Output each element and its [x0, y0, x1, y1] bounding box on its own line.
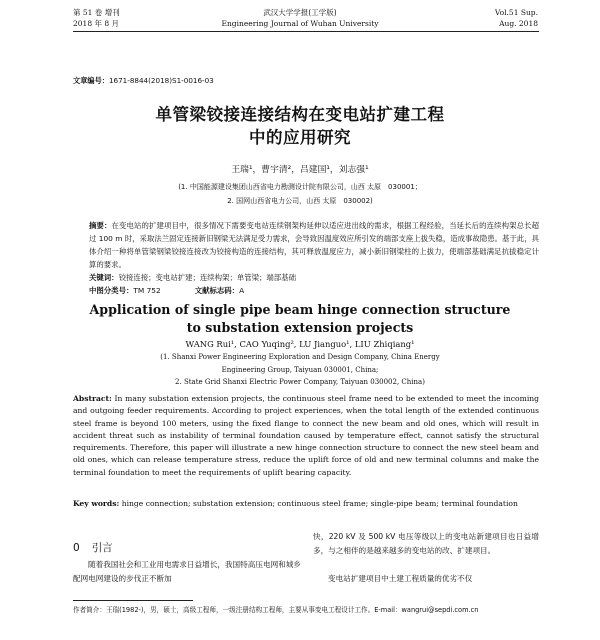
affiliation-en-line1: (1. Shanxi Power Engineering Exploration and Design Company, China Energy [160, 353, 440, 361]
title-cn-line2: 中的应用研究 [249, 128, 351, 147]
abstract-en-text: In many substation extension projects, the continuous steel frame need to be extended to meet the incoming and outgoing feeder requirements. According to project experiences, when the total length of the extended continuous steel frame is beyond 100 meters, using the fixed flange to connect the new beam and old ones, which will result in accident threat such as instability of terminal foundation caused by temperature effect, cannot satisfy the structural requirements. Therefore, this paper will illustrate a new hinge connection structure to connect the new steel beam and old ones, which can release temperature stress, reduce the uplift force of old and new terminal columns and make the terminal foundation to meet the requirements of uplift bearing capacity. [73, 394, 539, 477]
keywords-cn-label: 关键词： [89, 273, 119, 282]
title-cn-line1: 单管梁铰接连接结构在变电站扩建工程 [155, 105, 445, 124]
abstract-cn [89, 219, 539, 271]
section-number: 0 [73, 542, 80, 554]
abstract-cn-text: 在变电站的扩建项目中，很多情况下需要变电站连续钢架构延伸以适应进出线的需求，根据工程经验，当延长后的连续构架总长超过 100 m 时，采取法兰固定连接新旧钢梁无法满足受力需求，会导致因温度效应所引发的端部支座上拔失稳，造成事故隐患。基于此，具体介绍一种将单管梁钢梁铰接连接改为铰接构造的连接结构，其可释放温度应力，减小新旧钢梁柱的上拔力，使端部基础满足抗拔稳定计算的要求。 [89, 221, 539, 269]
header-journal-cn: 武汉大学学报(工学版) [263, 8, 337, 17]
affiliation-en-line3: 2. State Grid Shanxi Electric Power Company, Taiyuan 030002, China) [175, 378, 425, 386]
section-title: 引言 [91, 542, 113, 554]
intro-left-paragraph: 随着我国社会和工业用电需求日益增长，我国特高压电网和城乡配网电网建设的步伐正不断加 [73, 560, 301, 583]
affiliation-en-line2: Engineering Group, Taiyuan 030001, China; [221, 366, 379, 374]
doc-code-label: 文献标志码： [194, 286, 240, 295]
keywords-cn [89, 272, 296, 283]
keywords-cn-text: 铰接连接；变电站扩建；连续构架；单管梁；端部基础 [118, 273, 296, 282]
classification-line [89, 285, 244, 296]
header-volume-cn: 第 51 卷 增刊 [73, 8, 120, 17]
header-volume-en: Vol.51 Sup. [494, 8, 538, 17]
affiliation-cn-line2: 2. 国网山西省电力公司，山西 太原 030002) [227, 197, 373, 205]
abstract-cn-label: 摘要： [89, 221, 112, 230]
header-rule [73, 31, 539, 32]
affiliation-cn-line1: (1. 中国能源建设集团山西省电力勘测设计院有限公司，山西 太原 030001； [178, 183, 422, 191]
footnote-author-bio: 作者简介：王瑞(1982-)，男，硕士，高级工程师，一级注册结构工程师，主要从事变电工程设计工作。E-mail：wangrui@sepdi.com.cn [73, 606, 479, 614]
abstract-en-label: Abstract: [73, 394, 112, 403]
article-number-label: 文章编号： [73, 76, 109, 85]
intro-right-paragraph-1: 快，220 kV 及 500 kV 电压等级以上的变电站新建项目也日益增多，与之相伴的是越来越多的变电站的改、扩建项目。 [313, 532, 539, 555]
authors-cn: 王瑞¹，曹宇清²，吕建国¹，刘志强¹ [231, 165, 369, 175]
abstract-en [73, 393, 539, 479]
keywords-en-label: Key words: [73, 499, 120, 508]
keywords-en-text: hinge connection; substation extension; continuous steel frame; single-pipe beam; terminal foundation [119, 499, 518, 508]
header-date-en: Aug. 2018 [499, 19, 538, 28]
keywords-en [73, 498, 539, 510]
article-number [73, 76, 214, 86]
article-number-value: 1671-8844(2018)S1-0016-03 [108, 76, 214, 85]
clc-value: TM 752 [133, 286, 161, 295]
intro-right-paragraph-2: 变电站扩建项目中土建工程质量的优劣不仅 [328, 574, 473, 583]
clc-label: 中图分类号： [89, 286, 134, 295]
header-journal-en: Engineering Journal of Wuhan University [221, 19, 379, 28]
footnote-rule [73, 600, 193, 601]
authors-en: WANG Rui¹, CAO Yuqing², LU Jianguo¹, LIU Zhiqiang¹ [185, 339, 415, 349]
doc-code-value: A [239, 286, 245, 295]
title-en-line2: to substation extension projects [186, 320, 414, 335]
header-date-cn: 2018 年 8 月 [73, 19, 120, 28]
title-en-line1: Application of single pipe beam hinge connection structure [89, 302, 511, 317]
section-heading [73, 540, 113, 555]
